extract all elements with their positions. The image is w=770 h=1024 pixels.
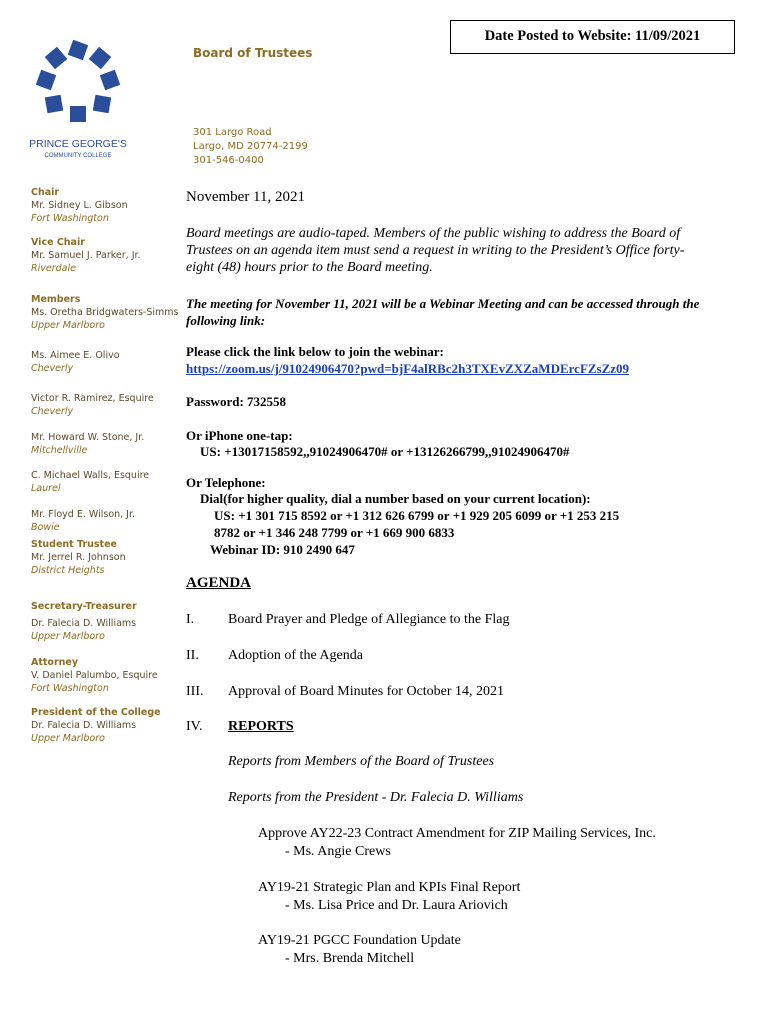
trustee-name: V. Daniel Palumbo, Esquire: [31, 670, 158, 681]
trustee-chair: [31, 186, 181, 225]
reports-trustees: Reports from Members of the Board of Trustees: [228, 754, 495, 769]
dial-numbers: US: +1 301 715 8592 or +1 312 626 6799 or +1 929 205 6099 or +1 253 215: [214, 508, 620, 523]
trustee-location: Upper Marlboro: [31, 631, 105, 642]
report-item-presenter: - Mrs. Brenda Mitchell: [285, 951, 415, 966]
trustee-location: Cheverly: [31, 363, 74, 374]
iphone-label: Or iPhone one-tap:: [186, 428, 293, 443]
trustee-name: Ms. Oretha Bridgwaters-Simms: [31, 307, 179, 318]
trustee-location: Fort Washington: [31, 683, 109, 694]
trustee-name: Mr. Floyd E. Wilson, Jr.: [31, 509, 136, 520]
trustee-location: Upper Marlboro: [31, 733, 105, 744]
trustee-name: Mr. Jerrel R. Johnson: [31, 552, 126, 563]
iphone-numbers: US: +13017158592,,91024906470# or +13126266799,,91024906470#: [200, 444, 570, 459]
report-item-title: AY19-21 PGCC Foundation Update: [258, 933, 461, 948]
trustee-role: Attorney: [31, 657, 79, 668]
dial-label: Dial(for higher quality, dial a number based on your current location):: [200, 491, 591, 506]
trustee-name: Dr. Falecia D. Williams: [31, 720, 137, 731]
logo-line1: PRINCE GEORGE'S: [29, 138, 127, 150]
trustee-name: Mr. Sidney L. Gibson: [31, 200, 128, 211]
trustee-role: Vice Chair: [31, 237, 85, 248]
agenda-heading: AGENDA: [186, 575, 252, 591]
trustee-name: Mr. Howard W. Stone, Jr.: [31, 432, 145, 443]
trustee-attorney: [31, 656, 181, 695]
agenda-text: REPORTS: [228, 719, 294, 734]
college-logo-icon: [28, 38, 128, 163]
board-title: Board of Trustees: [193, 46, 313, 60]
meeting-date: November 11, 2021: [186, 189, 306, 205]
notice-line: Board meetings are audio-taped. Members of the public wishing to address the Board of: [186, 226, 681, 241]
trustee-location: Riverdale: [31, 263, 76, 274]
address-line: 301-546-0400: [193, 155, 264, 166]
password-text: Password: 732558: [186, 394, 287, 409]
trustee-name: C. Michael Walls, Esquire: [31, 470, 150, 481]
reports-president: Reports from the President - Dr. Falecia D. Williams: [228, 790, 524, 805]
dial-numbers: 8782 or +1 346 248 7799 or +1 669 900 6833: [214, 525, 455, 540]
agenda-number: III.: [186, 684, 204, 699]
notice-line: eight (48) hours prior to the Board meeting.: [186, 260, 433, 275]
trustee-vice-chair: [31, 236, 181, 275]
date-posted-box: Date Posted to Website: 11/09/2021: [450, 20, 735, 54]
trustee-role: Members: [31, 294, 81, 305]
trustee-location: Bowie: [31, 522, 60, 533]
trustee-name: Ms. Aimee E. Olivo: [31, 350, 120, 361]
trustee-member: [31, 349, 181, 375]
trustee-location: Mitchellville: [31, 445, 88, 456]
trustee-member: [31, 293, 181, 332]
agenda-text: Adoption of the Agenda: [228, 648, 363, 663]
address-line: Largo, MD 20774-2199: [193, 141, 308, 152]
notice-line: Trustees on an agenda item must send a request in writing to the President’s Office forty-: [186, 243, 685, 258]
trustee-student: [31, 538, 181, 577]
trustee-secretary: [31, 600, 181, 643]
address-block: [193, 126, 308, 168]
trustee-name: Victor R. Ramirez, Esquire: [31, 393, 154, 404]
webinar-id: Webinar ID: 910 2490 647: [210, 542, 355, 557]
trustee-location: District Heights: [31, 565, 105, 576]
agenda-number: II.: [186, 648, 199, 663]
trustee-member: [31, 469, 181, 495]
trustee-member: [31, 392, 181, 418]
telephone-label: Or Telephone:: [186, 475, 266, 490]
trustee-location: Cheverly: [31, 406, 74, 417]
trustee-role: Secretary-Treasurer: [31, 601, 137, 612]
agenda-text: Board Prayer and Pledge of Allegiance to the Flag: [228, 612, 510, 627]
trustee-role: Chair: [31, 187, 60, 198]
trustee-name: Mr. Samuel J. Parker, Jr.: [31, 250, 141, 261]
trustee-role: President of the College: [31, 707, 161, 718]
trustee-president: [31, 706, 181, 745]
report-item-title: AY19-21 Strategic Plan and KPIs Final Report: [258, 880, 521, 895]
logo-line2: COMMUNITY COLLEGE: [44, 153, 112, 159]
trustee-location: Upper Marlboro: [31, 320, 105, 331]
trustee-name: Dr. Falecia D. Williams: [31, 618, 137, 629]
report-item-presenter: - Ms. Lisa Price and Dr. Laura Ariovich: [285, 898, 508, 913]
address-line: 301 Largo Road: [193, 127, 272, 138]
click-link-label: Please click the link below to join the webinar:: [186, 344, 444, 359]
trustee-member: [31, 431, 181, 457]
agenda-text: Approval of Board Minutes for October 14, 2021: [228, 684, 505, 699]
report-item-presenter: - Ms. Angie Crews: [285, 844, 391, 859]
trustee-location: Laurel: [31, 483, 61, 494]
webinar-link[interactable]: https://zoom.us/j/91024906470?pwd=bjF4alRBc2h3TXEvZXZaMDErcFZsZz09: [186, 361, 630, 376]
agenda-number: I.: [186, 612, 195, 627]
webinar-notice: following link:: [186, 313, 266, 328]
report-item-title: Approve AY22-23 Contract Amendment for ZIP Mailing Services, Inc.: [258, 826, 656, 841]
agenda-number: IV.: [186, 719, 203, 734]
trustee-location: Fort Washington: [31, 213, 109, 224]
trustee-role: Student Trustee: [31, 539, 117, 550]
trustee-member: [31, 508, 181, 534]
college-logo: [28, 38, 128, 163]
webinar-notice: The meeting for November 11, 2021 will be a Webinar Meeting and can be accessed through the: [186, 296, 700, 311]
